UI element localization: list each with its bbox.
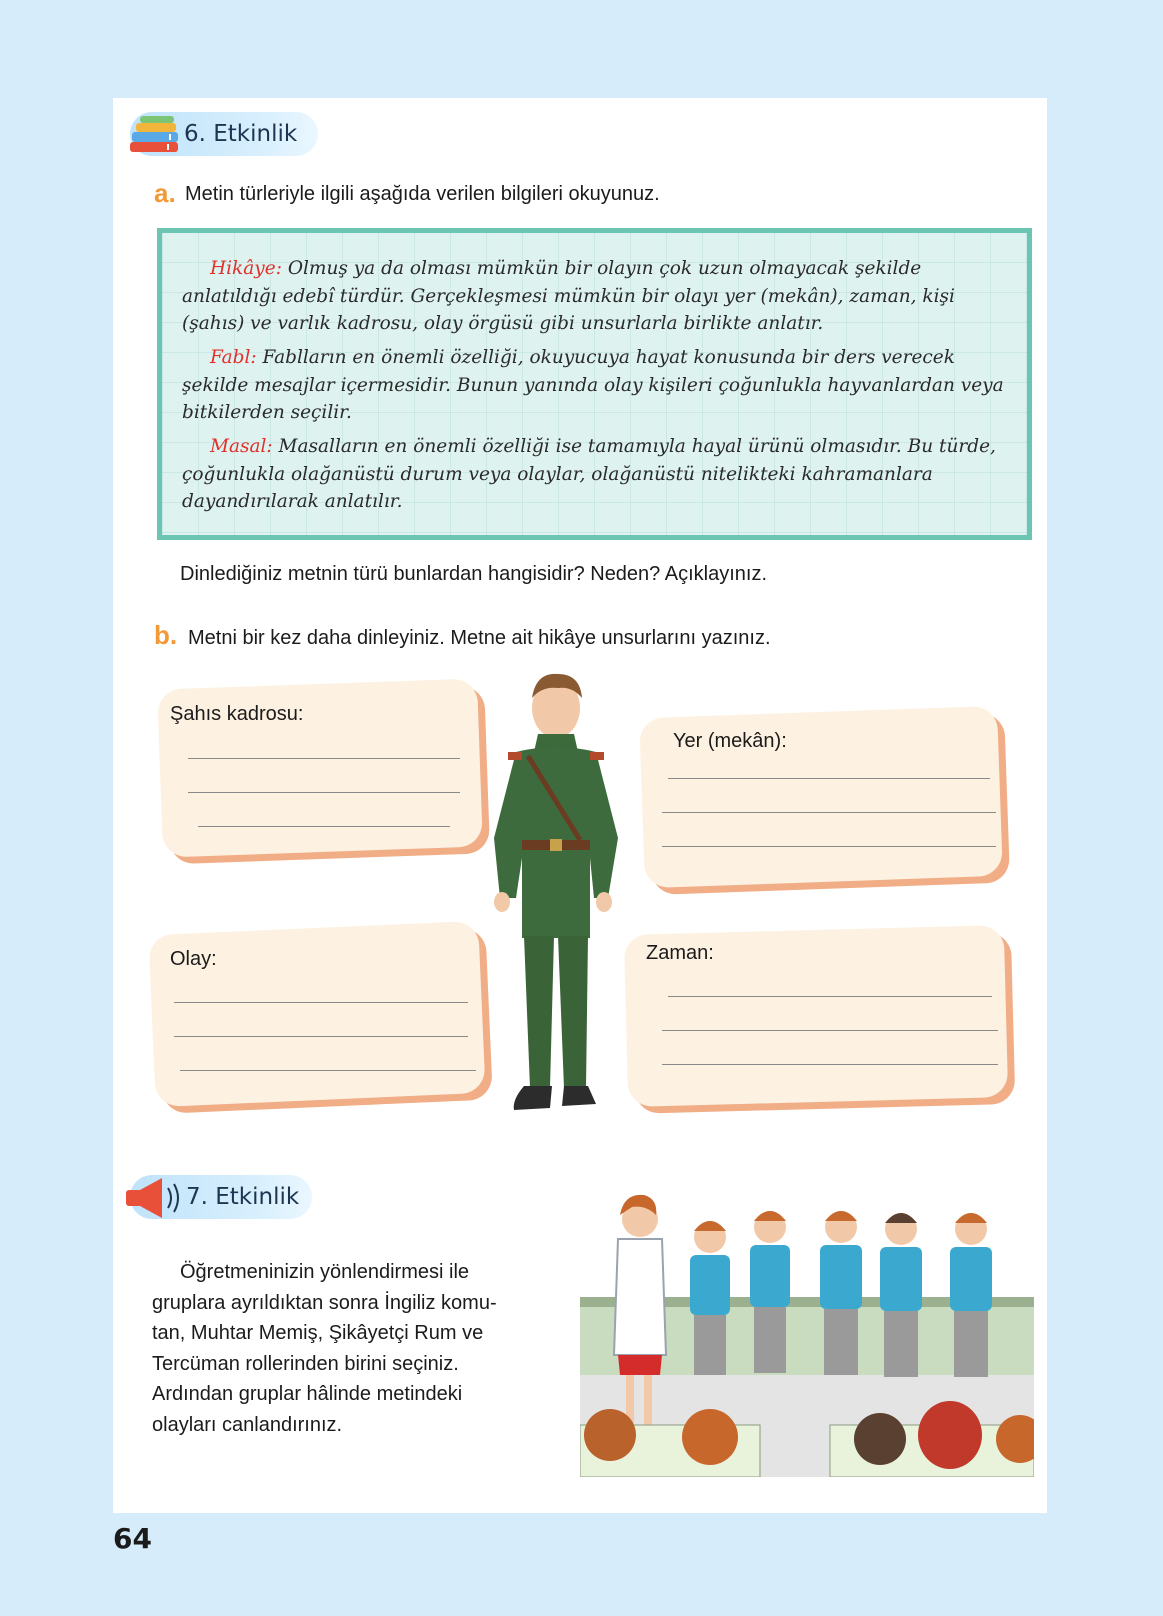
definitions-box [157, 228, 1032, 540]
answer-line[interactable] [188, 792, 460, 793]
part-a-letter: a. [154, 178, 176, 208]
genre-question: Dinlediğiniz metnin türü bunlardan hangisidir? Neden? Açıklayınız. [180, 563, 768, 585]
part-b-letter: b. [154, 620, 178, 650]
soldier-illustration [478, 668, 638, 1124]
card-sahis-label: Şahıs kadrosu: [170, 703, 304, 725]
answer-line[interactable] [662, 1030, 998, 1031]
books-icon [128, 116, 184, 154]
answer-line[interactable] [174, 1002, 468, 1003]
term-fabl: Fabl: [210, 347, 257, 368]
term-masal: Masal: [210, 436, 273, 457]
activity7-instructions: Öğretmeninizin yönlendirmesi ile gruplara ayrıldıktan sonra İngiliz komu- tan, Muhtar Memiş, Şikâyetçi Rum ve Tercüman rollerinden birini seçiniz. Ardından gruplar hâlinde metindeki olayları canlandırınız. [152, 1261, 497, 1436]
answer-line[interactable] [662, 1064, 998, 1065]
answer-line[interactable] [662, 846, 996, 847]
activity6-title: 6. Etkinlik [184, 121, 298, 147]
card-yer-label: Yer (mekân): [673, 730, 787, 752]
card-olay-label: Olay: [170, 948, 217, 970]
card-zaman-label: Zaman: [646, 942, 714, 964]
definition-masal: Masal: Masalların en önemli özelliği ise tamamıyla hayal ürünü olmasıdır. Bu türde, çoğunlukla olağanüstü durum veya olaylar, olağanüstü nitelikteki kahramanlara dayandırılarak anlatılır. [182, 436, 996, 512]
answer-line[interactable] [668, 996, 992, 997]
term-hikaye: Hikâye: [210, 258, 282, 279]
answer-line[interactable] [188, 758, 460, 759]
answer-line[interactable] [174, 1036, 468, 1037]
part-a-instruction: Metin türleriyle ilgili aşağıda verilen bilgileri okuyunuz. [185, 183, 660, 205]
definition-fabl: Fabl: Fablların en önemli özelliği, okuyucuya hayat konusunda bir ders verecek şekilde mesajlar içermesidir. Bunun yanında olay kişileri çoğunlukla hayvanlardan veya bitkilerden seçilir. [182, 347, 1004, 423]
speaker-icon [124, 1176, 186, 1220]
definition-hikaye: Hikâye: Olmuş ya da olması mümkün bir olayın çok uzun olmayacak şekilde anlatıldığı edebî türdür. Gerçekleşmesi mümkün bir olayı yer (mekân), zaman, kişi (şahıs) ve varlık kadrosu, olay örgüsü gibi unsurlarla birlikte anlatır. [182, 258, 955, 334]
answer-line[interactable] [662, 812, 996, 813]
part-b-instruction: Metni bir kez daha dinleyiniz. Metne ait hikâye unsurlarını yazınız. [188, 627, 771, 649]
classroom-illustration [580, 1185, 1034, 1477]
answer-line[interactable] [180, 1070, 476, 1071]
page-number: 64 [113, 1522, 152, 1555]
answer-line[interactable] [668, 778, 990, 779]
answer-line[interactable] [198, 826, 450, 827]
activity7-title: 7. Etkinlik [186, 1184, 300, 1210]
